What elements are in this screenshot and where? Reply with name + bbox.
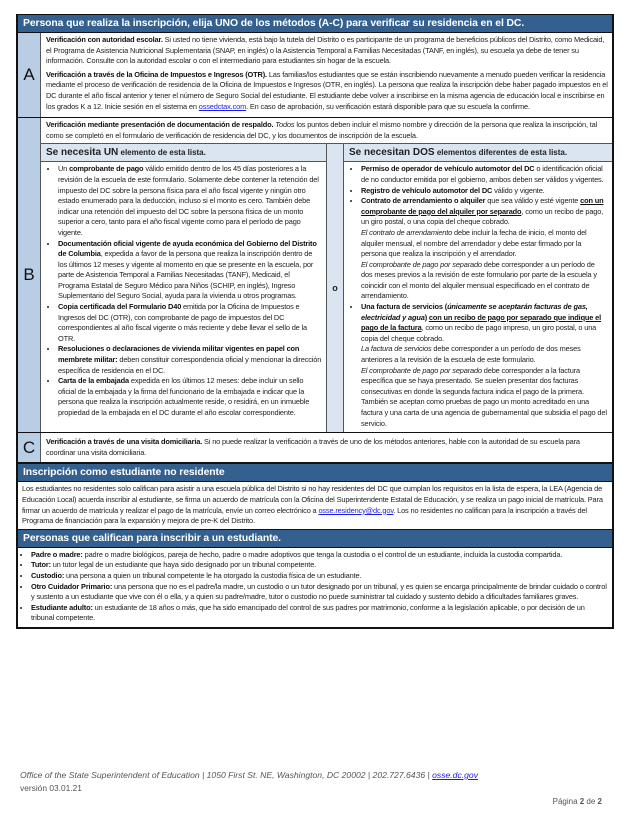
text-segment: Otro Cuidador Primario: [31,581,113,591]
text-segment: La factura de servicios [361,344,432,354]
text-segment: un tutor legal de un estudiante que haya sido designado por un tribunal competente. [50,560,317,570]
section-a [18,33,612,118]
school-authority-paragraph [46,35,608,67]
text-segment: Padre o madre: [31,549,83,559]
link[interactable]: ossedctax.com [198,101,247,111]
heading-emphasis: Se necesita UN [46,147,119,159]
page-prefix: Página [552,797,580,806]
one-item-heading [41,144,326,162]
text-segment: debe corresponder a un período de dos meses previos a la revisión de este formulario por parte de la escuela y coincidir con el monto del alquiler mensual especificado en el contrato de arrendamiento. [361,259,597,301]
text-segment: debe corresponder a un período de dos meses anteriores a la revisión de la escuela de este formulario. [361,344,581,365]
list-item [58,302,322,344]
list-item [361,186,608,197]
text-segment: Verificación a través de una visita domiciliaria. [46,437,203,447]
text-segment: Documentación oficial vigente de ayuda económica del Gobierno del Distrito de Columbia [58,238,317,259]
text-segment: válido y vigente. [492,185,545,195]
section-b-content [41,118,612,432]
page-of: de [584,797,598,806]
heading-rest: elemento de esta lista. [118,148,206,158]
text-segment: Verificación mediante presentación de documentación de respaldo. [46,120,274,130]
list-item [31,582,608,603]
link[interactable]: osse.residency@dc.gov [318,505,394,515]
page-total: 2 [597,797,602,806]
text-segment: Permiso de operador de vehículo automotor del DC [361,164,535,174]
text-segment: emitida por la Oficina de Impuestos e Ingresos del DC (OTR), con comprobante de pago de impuestos del DC correspondientes al año fiscal vigente o más reciente y debe llevar el sello de la OTR. [58,302,307,343]
text-segment: válido emitido dentro de los 45 días posteriores a la revisión de la escuela de este formulario. Solamente debe contener la retención del impuesto del DC sobre la persona física para el año fiscal vigente y ningún otro estado enumerado para la deducción, incluso si el monto es cero. También debe indicar una retención del impuesto del DC sobre la persona física de un monto superior a cero, tanto para el año fiscal vigente como para el período de pago vigente. [58,164,319,237]
nonresident-header: Inscripción como estudiante no residente [18,463,612,482]
list-item [58,164,322,238]
section-letter-c: C [18,433,41,462]
version-label: versión 03.01.21 [20,783,82,793]
two-item-list [344,144,612,432]
text-segment: El comprobante de pago por separado [361,365,482,375]
text-segment: Custodio: [31,570,65,580]
one-item-list [41,144,327,432]
text-segment: . En caso de aprobación, su verificación estará disponible para que su escuela la confirme. [246,101,530,111]
section-b [18,118,612,433]
list-item [361,302,608,429]
qualify-list [18,550,612,624]
text-segment: Contrato de arrendamiento o alquiler [361,196,486,206]
section-b-intro [41,118,612,143]
text-segment: Registro de vehículo automotor del DC [361,185,493,195]
text-segment: Los estudiantes no residentes solo califican para asistir a una escuela pública del Distrito si no hay residentes del DC que cumplan los requisitos en la lista de espera, la LEA (Agencia de Educación Local) acuerda inscribir al estudiante, se firma un acuerdo de matrícula con la Oficina del Superintendente Estatal de Educación, y se realiza un pago inicial de matrícula. Para firmar un acuerdo de matrícula y realizar el pago de la matrícula, envíe un correo electrónico a [22,484,603,515]
text-segment: Una factura de servicios ( [361,302,448,312]
text-segment: expedida en los últimos 12 meses: debe incluir un sello oficial de la embajada y la firma del funcionario de la embajada e indicar que la persona que realiza la inscripción actualmente reside, o residirá, en un inmueble propiedad de la embajada en el DC durante el año escolar correspondiente. [58,376,310,417]
text-segment: debe corresponder a la factura específica que se haya presentado. Se suelen presentar dos facturas consecutivas en donde la segunda factura indica el pago de la primera. También se aceptan como pruebas de pago un monto acreditado en una factura y una carta de una agencia de gubernamental que subsidia el pago del servicio. [361,365,607,428]
text-segment: Si no puede realizar la verificación a través de uno de los métodos anteriores, hable con la autoridad de su escuela para coordinar una visita domiciliaria. [46,437,580,457]
text-segment: con un comprobante de pago del alquiler por separado [361,196,604,216]
list-item [31,560,608,571]
list-item [58,239,322,303]
text-segment: que sea válido y esté vigente [485,196,581,206]
two-item-heading [344,144,612,162]
main-header: Persona que realiza la inscripción, elija UNO de los métodos (A-C) para verificar su residencia en el DC. [18,14,612,33]
text-segment: Tutor: [31,560,51,570]
text-segment: Verificación con autoridad escolar. [46,35,163,44]
text-segment: , como un recibo de pago, un giro postal, o una copia del cheque cobrado. [361,206,604,227]
list-item [361,164,608,185]
text-segment: Si usted no tiene vivienda, está bajo la tutela del Distrito o es participante de un programa de beneficios públicos del Distrito, como Medicaid, el Programa de Asistencia Nutricional Suplementaria (SNAP, en inglés) o la Asistencia Temporal a Familias Necesitadas (TANF, en inglés), su escuela ya debe de tener su información. Consulte con la autoridad escolar o con el intermediario para estudiantes sin hogar de la escuela. [46,35,605,66]
footer-address: Office of the State Superintendent of Education | 1050 First St. NE, Washington, DC 20002 | 202.727.6436 | [20,770,433,780]
residency-form [16,14,614,629]
document-lists [41,143,612,432]
text-segment: Todos [275,120,295,130]
otr-paragraph [46,70,608,112]
text-segment: deben constituir correspondencia oficial y mencionar la dirección específica de residencia en el DC. [58,355,322,375]
section-a-content [41,33,612,117]
text-segment: Copia certificada del Formulario D40 [58,302,182,312]
list-item [361,196,608,302]
text-segment: un estudiante de 18 años o más, que ha sido emancipado del control de sus padres por matrimonio, conforme a la legislación aplicable, o por decisión de un tribunal competente. [31,602,585,623]
text-segment: comprobante de pago [69,164,144,174]
text-segment: padre o madre biológicos, pareja de hecho, padre o madre adoptivos que tenga la custodia o el control de un estudiante, incluida la custodia compartida. [82,549,563,559]
text-segment: Carta de la embajada [58,376,129,386]
section-letter-a: A [18,33,41,117]
text-segment: , expedida a favor de la persona que realiza la inscripción dentro de los últimos 12 meses y vigente al momento en que se presente en la escuela, por parte de Asistencia Temporal a Familias Necesitadas (TANF), Medicaid, el Programa Estatal de Seguro Médico para Niños (SCHIP, en inglés), Ingreso Suplementario del Seguro Social, ayuda para la vivienda u otros programas. [58,249,314,301]
text-segment: , como un recibo de pago impreso, un giro postal, o una copia del cheque cobrado. [361,323,597,343]
list-item [31,571,608,582]
list-item [31,550,608,561]
section-c [18,433,612,463]
text-segment: Un [58,164,70,174]
heading-emphasis: Se necesitan DOS [349,147,435,159]
list-item [58,376,322,418]
text-segment: una persona a quien un tribunal competente le ha otorgado la custodia física de un estudiante. [64,570,362,580]
text-segment: o identificación oficial de no conductor emitida por el gobierno, ambos deben ser válidos y vigentes. [361,164,604,184]
nonresident-text [18,482,612,528]
text-segment: . Los no residentes no califican para la inscripción a través del Programa de financiación para la expansión y mejora de pre-K del Distrito. [22,505,587,526]
two-item-bullets [344,164,612,429]
one-item-bullets [41,164,326,418]
text-segment: debe incluir la fecha de inicio, el monto del alquiler mensual, el nombre del arrendador y debe estar firmado por la persona que realiza la inscripción y el arrendador. [361,227,587,259]
text-segment: ) [424,312,429,322]
text-segment: Estudiante adulto: [31,602,93,612]
osse-link[interactable]: osse.dc.gov [432,770,479,780]
list-item [31,603,608,624]
text-segment: El comprobante de pago por separado [361,259,482,269]
home-visit-text [41,433,612,462]
text-segment: Verificación a través de la Oficina de Impuestos e Ingresos (OTR). [46,69,267,79]
text-segment: los puntos deben incluir el mismo nombre y dirección de la persona que realiza la inscripción, tal como se completó en el formulario de verificación de residencia del DC, y los documentos de inscripción de la escuela. [46,120,598,140]
or-separator: o [327,144,344,432]
qualify-header: Personas que califican para inscribir a un estudiante. [18,529,612,548]
footer [20,770,478,780]
section-letter-b: B [18,118,41,432]
text-segment: El contrato de arrendamiento [361,227,453,237]
page-current: 2 [579,797,585,806]
page-number [553,797,602,806]
text-segment: Resoluciones o declaraciones de vivienda militar vigentes en papel con membrete militar: [58,344,300,365]
text-segment: únicamente se aceptarán facturas de gas, electricidad y agua [361,302,588,322]
text-segment: con un recibo de pago por separado que indique el pago de la factura [361,312,602,333]
list-item [58,344,322,376]
text-segment: Las familias/los estudiantes que se están inscribiendo nuevamente a menudo pueden verificar la residencia mediante el proceso de verificación de residencia de la Oficina de Impuestos e Ingresos (OTR, en inglés). La persona que realiza la inscripción debe haber pagado impuestos en el DC durante el año fiscal anterior y tener el número de Seguro Social del estudiante. El estudiante debe volver a inscribirse en la misma agencia de educación local e inscribirse en los grados K a 12. Inicie sesión en el sistema en [46,69,608,111]
text-segment: una persona que no es el padre/la madre, un custodio o un tutor designado por un tribunal, y es quien se encarga principalmente de brindar cuidado o control y sustento a un estudiante que vive con él o ella, y a quien su padre/madre, tutor o custodio no puede suministrar tal cuidado y sustento debido a dificultades familiares graves. [31,581,607,602]
heading-rest: elementos diferentes de esta lista. [434,148,568,158]
